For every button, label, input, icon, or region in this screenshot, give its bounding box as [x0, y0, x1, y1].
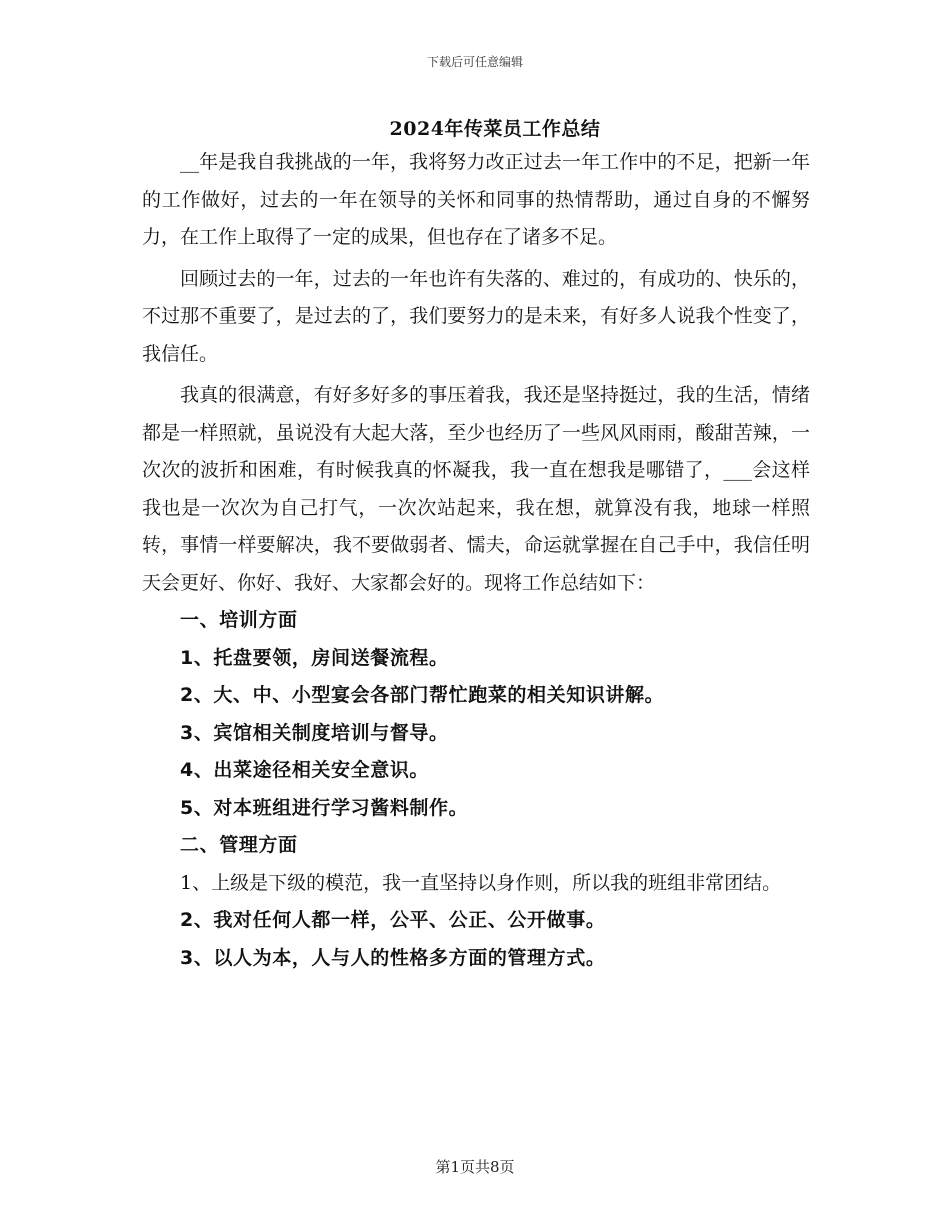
document-body [142, 144, 810, 977]
management-item: 2、我对任何人都一样，公平、公正、公开做事。 [180, 909, 606, 931]
training-item: 2、大、中、小型宴会各部门帮忙跑菜的相关知识讲解。 [180, 684, 665, 706]
management-item-plain: 1、上级是下级的模范，我一直坚持以身作则，所以我的班组非常团结。 [180, 871, 782, 894]
section-heading-training: 一、培训方面 [180, 609, 298, 631]
paragraph-reflection: 我真的很满意，有好多好多的事压着我，我还是坚持挺过，我的生活，情绪都是一样照就，虽说没有大起大落，至少也经历了一些风风雨雨，酸甜苦辣，一次次的波折和困难，有时候我真的怀凝我，我一直在想我是哪错了，___会这样我也是一次次为自己打气，一次次站起来，我在想，就算没有我，地球一样照转，事情一样要解决，我不要做弱者、懦夫，命运就掌握在自己手中，我信任明天会更好、你好、我好、大家都会好的。现将工作总结如下： [142, 384, 810, 594]
training-item: 4、出菜途径相关安全意识。 [180, 759, 430, 781]
section-heading-management: 二、管理方面 [180, 834, 298, 856]
management-item: 3、以人为本，人与人的性格多方面的管理方式。 [180, 946, 606, 969]
page-footer: 第1页共8页 [435, 1158, 515, 1176]
paragraph-review: 回顾过去的一年，过去的一年也许有失落的、难过的，有成功的、快乐的，不过那不重要了，是过去的了，我们要努力的是未来，有好多人说我个性变了，我信任。 [142, 267, 810, 365]
training-item: 3、宾馆相关制度培训与督导。 [180, 721, 449, 744]
training-item: 5、对本班组进行学习酱料制作。 [180, 796, 469, 819]
training-item: 1、托盘要领，房间送餐流程。 [180, 646, 449, 669]
header-note: 下载后可任意编辑 [426, 55, 523, 69]
document-title: 2024年传菜员工作总结 [389, 118, 601, 140]
paragraph-intro: __年是我自我挑战的一年，我将努力改正过去一年工作中的不足，把新一年的工作做好，过去的一年在领导的关怀和同事的热情帮助，通过自身的不懈努力，在工作上取得了一定的成果，但也存在了诸多不足。 [142, 151, 810, 248]
